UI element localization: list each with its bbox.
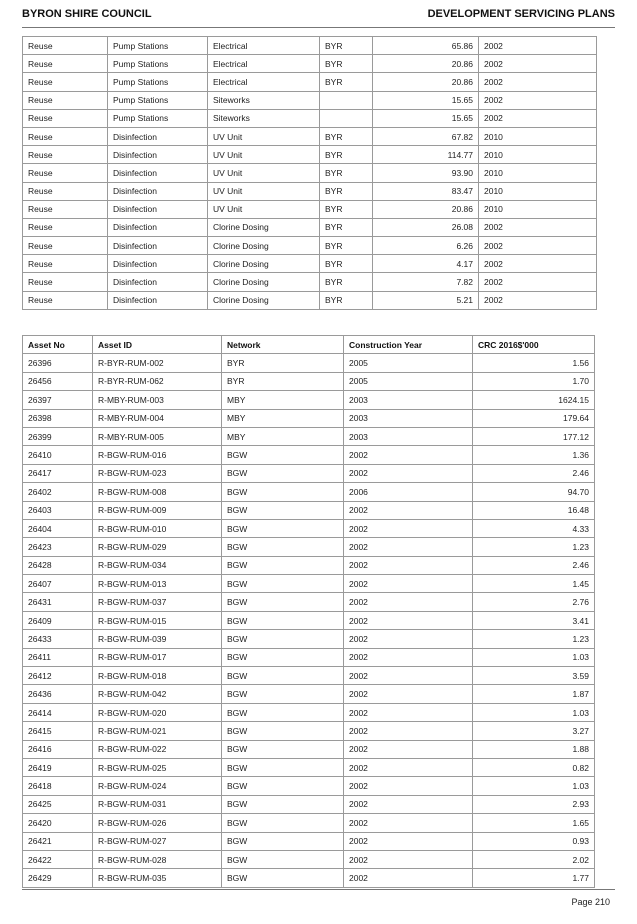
table-cell: 15.65 (373, 91, 479, 109)
table-cell: BGW (222, 483, 344, 501)
table-row (23, 37, 597, 55)
table-cell: 26407 (23, 575, 93, 593)
table-row (23, 273, 597, 291)
table-cell: 1.23 (473, 538, 595, 556)
table-cell: Electrical (208, 37, 320, 55)
table-cell: 94.70 (473, 483, 595, 501)
table-cell: R-BGW-RUM-017 (93, 648, 222, 666)
table-cell: UV Unit (208, 182, 320, 200)
table-cell: 1.36 (473, 446, 595, 464)
table-row (23, 740, 595, 758)
table-cell: 15.65 (373, 109, 479, 127)
table-cell: Disinfection (108, 255, 208, 273)
table-cell: R-BGW-RUM-028 (93, 850, 222, 868)
table-cell: 1.87 (473, 685, 595, 703)
table-cell: R-BGW-RUM-024 (93, 777, 222, 795)
table-cell: BGW (222, 648, 344, 666)
table-cell: R-MBY-RUM-004 (93, 409, 222, 427)
table-cell: 26423 (23, 538, 93, 556)
table-cell: 83.47 (373, 182, 479, 200)
table-cell: Reuse (23, 55, 108, 73)
table-cell: R-BYR-RUM-062 (93, 372, 222, 390)
table-cell: 20.86 (373, 55, 479, 73)
table-cell: R-MBY-RUM-003 (93, 391, 222, 409)
table-cell: 93.90 (373, 164, 479, 182)
table-cell: BYR (320, 218, 373, 236)
table-cell: 26.08 (373, 218, 479, 236)
footer-divider (22, 889, 615, 890)
table-cell: Clorine Dosing (208, 273, 320, 291)
table-cell: BGW (222, 538, 344, 556)
table-cell: R-BYR-RUM-002 (93, 354, 222, 372)
table-cell: 26397 (23, 391, 93, 409)
table-cell: 26396 (23, 354, 93, 372)
table-row (23, 427, 595, 445)
table-cell: BGW (222, 850, 344, 868)
table-cell: 1.03 (473, 648, 595, 666)
table-cell: 2.93 (473, 795, 595, 813)
table-cell: 2006 (344, 483, 473, 501)
table-cell: 6.26 (373, 237, 479, 255)
table-cell: Disinfection (108, 146, 208, 164)
table-cell: UV Unit (208, 127, 320, 145)
table-cell: BGW (222, 722, 344, 740)
table-cell: 26409 (23, 611, 93, 629)
table-cell: Pump Stations (108, 73, 208, 91)
table-cell: Reuse (23, 91, 108, 109)
table-cell: Pump Stations (108, 91, 208, 109)
table-cell: BYR (320, 127, 373, 145)
table-cell: 2002 (344, 501, 473, 519)
table-cell: 2002 (344, 648, 473, 666)
table-cell: BGW (222, 446, 344, 464)
table-cell: BGW (222, 832, 344, 850)
table-cell: MBY (222, 391, 344, 409)
column-header: Network (222, 336, 344, 354)
table-cell: 0.82 (473, 758, 595, 776)
table-cell: 26418 (23, 777, 93, 795)
table-cell: BGW (222, 667, 344, 685)
table-cell: 26411 (23, 648, 93, 666)
page-number: Page 210 (571, 897, 610, 907)
table-row (23, 850, 595, 868)
table-cell: R-BGW-RUM-008 (93, 483, 222, 501)
table-cell: 2002 (479, 37, 597, 55)
table-cell: 26414 (23, 703, 93, 721)
table-row (23, 703, 595, 721)
table-cell: 2002 (479, 55, 597, 73)
table-cell: 2002 (344, 850, 473, 868)
table-cell: 3.41 (473, 611, 595, 629)
table-cell: 1.56 (473, 354, 595, 372)
table-cell: Reuse (23, 73, 108, 91)
table-cell: R-BGW-RUM-034 (93, 556, 222, 574)
table-cell: R-BGW-RUM-016 (93, 446, 222, 464)
table-cell: 2002 (344, 446, 473, 464)
table-cell: R-BGW-RUM-009 (93, 501, 222, 519)
table-cell: 3.59 (473, 667, 595, 685)
table-row (23, 391, 595, 409)
table-cell: 26399 (23, 427, 93, 445)
table-cell: Reuse (23, 164, 108, 182)
table-cell: 26425 (23, 795, 93, 813)
table-row (23, 556, 595, 574)
table-cell: 2002 (344, 538, 473, 556)
table-cell: 0.93 (473, 832, 595, 850)
table-cell: 2002 (479, 73, 597, 91)
table-cell: 2002 (344, 703, 473, 721)
table-cell: 2002 (344, 667, 473, 685)
table-cell: 2005 (344, 372, 473, 390)
table-row (23, 354, 595, 372)
table-cell: 177.12 (473, 427, 595, 445)
table-cell: 20.86 (373, 200, 479, 218)
table-cell: 2002 (344, 575, 473, 593)
table-cell: Reuse (23, 255, 108, 273)
table-cell: BGW (222, 703, 344, 721)
table-cell: 26421 (23, 832, 93, 850)
table-cell: R-BGW-RUM-022 (93, 740, 222, 758)
table-cell: 26417 (23, 464, 93, 482)
table-row (23, 55, 597, 73)
table-row (23, 218, 597, 236)
table-cell: Pump Stations (108, 109, 208, 127)
table-cell: 2002 (479, 273, 597, 291)
table-cell: BGW (222, 501, 344, 519)
table-cell: BGW (222, 611, 344, 629)
table-cell: BYR (222, 372, 344, 390)
table-row (23, 519, 595, 537)
table-cell: 2002 (344, 556, 473, 574)
table-header-row (23, 336, 595, 354)
table-cell: 2010 (479, 146, 597, 164)
table-cell: 26404 (23, 519, 93, 537)
table-cell: R-BGW-RUM-031 (93, 795, 222, 813)
table-cell: 2003 (344, 409, 473, 427)
table-cell: Reuse (23, 182, 108, 200)
table-cell: 26403 (23, 501, 93, 519)
table-cell: 26428 (23, 556, 93, 574)
table-row (23, 127, 597, 145)
table-cell: Siteworks (208, 91, 320, 109)
table-cell: 179.64 (473, 409, 595, 427)
table-cell: R-BGW-RUM-021 (93, 722, 222, 740)
table-cell: R-BGW-RUM-013 (93, 575, 222, 593)
table-cell: Reuse (23, 109, 108, 127)
table-cell: R-BGW-RUM-037 (93, 593, 222, 611)
header-divider (22, 27, 615, 28)
table-cell: 1.03 (473, 703, 595, 721)
table-row (23, 777, 595, 795)
table-cell: 4.33 (473, 519, 595, 537)
table-cell: BGW (222, 758, 344, 776)
asset-components-table (22, 36, 597, 310)
table-row (23, 501, 595, 519)
table-cell: 1.03 (473, 777, 595, 795)
table-row (23, 685, 595, 703)
table-cell: R-BGW-RUM-020 (93, 703, 222, 721)
table-cell: 26410 (23, 446, 93, 464)
document-title: DEVELOPMENT SERVICING PLANS (427, 8, 615, 20)
table-cell: Disinfection (108, 127, 208, 145)
table-cell: Reuse (23, 200, 108, 218)
table-cell: Pump Stations (108, 55, 208, 73)
table-cell: R-BGW-RUM-015 (93, 611, 222, 629)
table-cell: 7.82 (373, 273, 479, 291)
table-cell (320, 109, 373, 127)
table-cell: 2002 (344, 795, 473, 813)
table-row (23, 91, 597, 109)
table-cell: 2002 (344, 519, 473, 537)
table-row (23, 446, 595, 464)
table-cell: R-BGW-RUM-010 (93, 519, 222, 537)
table-cell: R-BGW-RUM-026 (93, 814, 222, 832)
table-cell: R-BGW-RUM-023 (93, 464, 222, 482)
table-cell: 26415 (23, 722, 93, 740)
table-cell: BYR (320, 73, 373, 91)
table-row (23, 164, 597, 182)
table-cell: BGW (222, 814, 344, 832)
table-cell: R-BGW-RUM-027 (93, 832, 222, 850)
table-cell: Clorine Dosing (208, 255, 320, 273)
table-cell: Reuse (23, 127, 108, 145)
table-cell: R-BGW-RUM-018 (93, 667, 222, 685)
table-cell: Reuse (23, 37, 108, 55)
table-cell: 2002 (344, 611, 473, 629)
table-cell: 1.65 (473, 814, 595, 832)
table-cell: BGW (222, 795, 344, 813)
table-row (23, 593, 595, 611)
table-cell: 4.17 (373, 255, 479, 273)
table-row (23, 814, 595, 832)
table-cell: 2002 (344, 685, 473, 703)
table-cell: BYR (222, 354, 344, 372)
table-cell: 26419 (23, 758, 93, 776)
table-cell: BGW (222, 556, 344, 574)
table-cell: BYR (320, 146, 373, 164)
table-cell: Reuse (23, 291, 108, 309)
table-cell: 2002 (344, 814, 473, 832)
table-cell: 26398 (23, 409, 93, 427)
table-row (23, 722, 595, 740)
table-cell: BGW (222, 519, 344, 537)
table-row (23, 575, 595, 593)
table-cell: BYR (320, 55, 373, 73)
table-cell: 2002 (479, 109, 597, 127)
table-cell: 114.77 (373, 146, 479, 164)
table-cell: 2.46 (473, 556, 595, 574)
table-cell: 26420 (23, 814, 93, 832)
table-cell: Disinfection (108, 291, 208, 309)
table-cell: 16.48 (473, 501, 595, 519)
table-cell: R-BGW-RUM-029 (93, 538, 222, 556)
table-cell: 2.46 (473, 464, 595, 482)
table-cell: Electrical (208, 73, 320, 91)
table-cell: 26422 (23, 850, 93, 868)
table-cell: 2002 (344, 722, 473, 740)
table-row (23, 483, 595, 501)
table-cell: BYR (320, 164, 373, 182)
table-cell: Clorine Dosing (208, 218, 320, 236)
table-row (23, 795, 595, 813)
table-row (23, 648, 595, 666)
table-cell: 1624.15 (473, 391, 595, 409)
table-cell: 2002 (344, 593, 473, 611)
table-cell: Disinfection (108, 200, 208, 218)
column-header: Construction Year (344, 336, 473, 354)
table-row (23, 372, 595, 390)
column-header: Asset No (23, 336, 93, 354)
table-cell: Clorine Dosing (208, 237, 320, 255)
table-cell: BYR (320, 273, 373, 291)
table-cell: 67.82 (373, 127, 479, 145)
table-row (23, 146, 597, 164)
column-header: CRC 2016$'000 (473, 336, 595, 354)
table-row (23, 464, 595, 482)
table-cell: UV Unit (208, 200, 320, 218)
table-row (23, 200, 597, 218)
table-cell: 2.02 (473, 850, 595, 868)
table-row (23, 667, 595, 685)
table-cell: Disinfection (108, 182, 208, 200)
table-cell: BGW (222, 575, 344, 593)
table-cell: 1.23 (473, 630, 595, 648)
table-cell: 2002 (479, 91, 597, 109)
table-cell: 1.77 (473, 869, 595, 887)
table-cell: Siteworks (208, 109, 320, 127)
table-cell: R-BGW-RUM-042 (93, 685, 222, 703)
table-row (23, 237, 597, 255)
table-cell: 26412 (23, 667, 93, 685)
table-row (23, 109, 597, 127)
table-cell: R-BGW-RUM-035 (93, 869, 222, 887)
table-row (23, 630, 595, 648)
table-cell: BYR (320, 255, 373, 273)
table-cell: 3.27 (473, 722, 595, 740)
table-cell: 2002 (344, 832, 473, 850)
table-row (23, 611, 595, 629)
table-cell: 26429 (23, 869, 93, 887)
table-cell: BGW (222, 464, 344, 482)
table-cell: BGW (222, 740, 344, 758)
table-cell: BGW (222, 593, 344, 611)
table-cell (320, 91, 373, 109)
table-cell: 2002 (344, 869, 473, 887)
table-cell: 2002 (479, 255, 597, 273)
table-cell: Pump Stations (108, 37, 208, 55)
table-cell: BYR (320, 291, 373, 309)
table-cell: Clorine Dosing (208, 291, 320, 309)
table-cell: 26436 (23, 685, 93, 703)
page-header (22, 8, 615, 24)
table-cell: BGW (222, 685, 344, 703)
table-cell: 2002 (344, 758, 473, 776)
table-cell: BGW (222, 777, 344, 795)
table-cell: 2010 (479, 127, 597, 145)
table-cell: 2002 (344, 777, 473, 795)
table-cell: R-BGW-RUM-025 (93, 758, 222, 776)
table-cell: 2002 (344, 464, 473, 482)
table-cell: Reuse (23, 146, 108, 164)
table-row (23, 73, 597, 91)
table-cell: 1.70 (473, 372, 595, 390)
table-cell: BYR (320, 37, 373, 55)
column-header: Asset ID (93, 336, 222, 354)
table-cell: 2.76 (473, 593, 595, 611)
table-cell: BYR (320, 182, 373, 200)
table-cell: Reuse (23, 218, 108, 236)
table-cell: 2010 (479, 200, 597, 218)
table-cell: BYR (320, 237, 373, 255)
table-cell: 65.86 (373, 37, 479, 55)
table-cell: 2010 (479, 164, 597, 182)
table-cell: 2002 (479, 218, 597, 236)
table-cell: Disinfection (108, 237, 208, 255)
table-cell: 2003 (344, 427, 473, 445)
table-row (23, 538, 595, 556)
table-cell: 2002 (479, 291, 597, 309)
table-cell: MBY (222, 427, 344, 445)
table-cell: 2005 (344, 354, 473, 372)
table-cell: Disinfection (108, 273, 208, 291)
table-cell: Electrical (208, 55, 320, 73)
table-row (23, 832, 595, 850)
table-cell: 26431 (23, 593, 93, 611)
table-cell: Reuse (23, 237, 108, 255)
table-cell: 2002 (344, 740, 473, 758)
table-cell: 2002 (344, 630, 473, 648)
table-cell: MBY (222, 409, 344, 427)
table-cell: Reuse (23, 273, 108, 291)
table-cell: BYR (320, 200, 373, 218)
table-cell: 1.45 (473, 575, 595, 593)
table-cell: 26416 (23, 740, 93, 758)
table-cell: 2002 (479, 237, 597, 255)
table-row (23, 291, 597, 309)
table-cell: R-BGW-RUM-039 (93, 630, 222, 648)
table-cell: BGW (222, 630, 344, 648)
table-cell: 26402 (23, 483, 93, 501)
table-cell: 26433 (23, 630, 93, 648)
table-row (23, 869, 595, 887)
table-cell: 2003 (344, 391, 473, 409)
table-cell: 2010 (479, 182, 597, 200)
table-cell: Disinfection (108, 164, 208, 182)
table-row (23, 255, 597, 273)
council-name: BYRON SHIRE COUNCIL (22, 8, 152, 20)
table-cell: 5.21 (373, 291, 479, 309)
table-row (23, 758, 595, 776)
table-cell: 20.86 (373, 73, 479, 91)
table-row (23, 182, 597, 200)
table-cell: Disinfection (108, 218, 208, 236)
table-cell: BGW (222, 869, 344, 887)
table-cell: 1.88 (473, 740, 595, 758)
table-cell: R-MBY-RUM-005 (93, 427, 222, 445)
table-cell: UV Unit (208, 146, 320, 164)
table-cell: UV Unit (208, 164, 320, 182)
table-row (23, 409, 595, 427)
table-cell: 26456 (23, 372, 93, 390)
asset-register-table (22, 335, 595, 888)
